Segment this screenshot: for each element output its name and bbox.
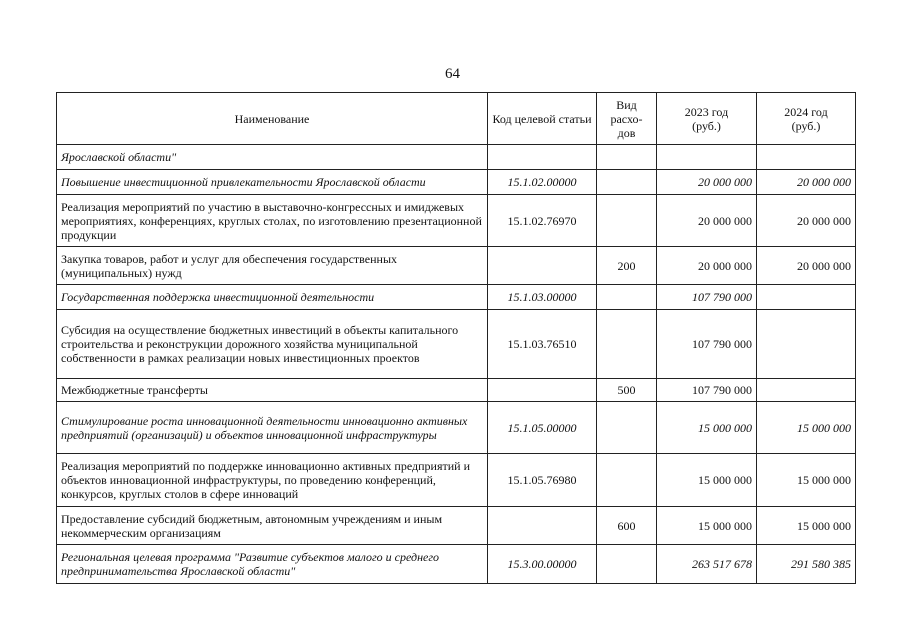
row-2023: 107 790 000 <box>657 310 757 379</box>
row-name: Субсидия на осуществление бюджетных инвестиций в объекты капитального строительства и реконструкции дорожного хозяйства муниципальной собственности в рамках реализации новых инвестиционных проектов <box>57 310 488 379</box>
table-row <box>57 507 856 545</box>
row-2023: 20 000 000 <box>657 170 757 195</box>
header-2023: 2023 год (руб.) <box>657 93 757 145</box>
row-name: Государственная поддержка инвестиционной деятельности <box>57 285 488 310</box>
row-name: Реализация мероприятий по участию в выставочно-конгрессных и имиджевых мероприятиях, конференциях, круглых столах, по изготовлению презентационной продукции <box>57 195 488 247</box>
table-row <box>57 379 856 402</box>
row-name: Закупка товаров, работ и услуг для обеспечения государственных (муниципальных) нужд <box>57 247 488 285</box>
header-name: Наименование <box>57 93 488 145</box>
row-code: 15.1.02.76970 <box>488 195 597 247</box>
row-code <box>488 507 597 545</box>
row-2023: 20 000 000 <box>657 247 757 285</box>
row-type <box>597 310 657 379</box>
row-2024: 20 000 000 <box>757 195 856 247</box>
row-2023: 263 517 678 <box>657 545 757 584</box>
table-row <box>57 545 856 584</box>
row-2023 <box>657 145 757 170</box>
table-row <box>57 310 856 379</box>
header-code: Код целевой статьи <box>488 93 597 145</box>
table-row <box>57 247 856 285</box>
table-row <box>57 402 856 454</box>
row-code <box>488 145 597 170</box>
table-header-row <box>57 93 856 145</box>
row-code: 15.3.00.00000 <box>488 545 597 584</box>
row-name: Предоставление субсидий бюджетным, автономным учреждениям и иным некоммерческим организациям <box>57 507 488 545</box>
row-type <box>597 454 657 507</box>
page-number: 64 <box>445 66 460 82</box>
header-type: Вид расхо-дов <box>597 93 657 145</box>
row-2023: 107 790 000 <box>657 285 757 310</box>
row-2024: 15 000 000 <box>757 507 856 545</box>
row-2023: 15 000 000 <box>657 402 757 454</box>
row-type <box>597 285 657 310</box>
table-row <box>57 454 856 507</box>
row-type: 200 <box>597 247 657 285</box>
row-2023: 15 000 000 <box>657 507 757 545</box>
row-name: Стимулирование роста инновационной деятельности инновационно активных предприятий (организаций) и объектов инновационной инфраструктуры <box>57 402 488 454</box>
row-code: 15.1.05.00000 <box>488 402 597 454</box>
row-code: 15.1.02.00000 <box>488 170 597 195</box>
row-2024 <box>757 145 856 170</box>
row-2024 <box>757 285 856 310</box>
row-2023: 15 000 000 <box>657 454 757 507</box>
row-code: 15.1.05.76980 <box>488 454 597 507</box>
row-name: Ярославской области" <box>57 145 488 170</box>
row-type <box>597 402 657 454</box>
table-row <box>57 145 856 170</box>
row-code: 15.1.03.76510 <box>488 310 597 379</box>
row-type <box>597 545 657 584</box>
row-2024 <box>757 379 856 402</box>
row-type <box>597 170 657 195</box>
row-2023: 20 000 000 <box>657 195 757 247</box>
row-name: Повышение инвестиционной привлекательности Ярославской области <box>57 170 488 195</box>
budget-table <box>56 92 856 584</box>
row-code <box>488 247 597 285</box>
row-name: Реализация мероприятий по поддержке инновационно активных предприятий и объектов инновационной инфраструктуры, по проведению конференций, конкурсов, круглых столов в сфере инноваций <box>57 454 488 507</box>
header-2024: 2024 год (руб.) <box>757 93 856 145</box>
row-2024 <box>757 310 856 379</box>
row-code: 15.1.03.00000 <box>488 285 597 310</box>
row-type: 600 <box>597 507 657 545</box>
table-row <box>57 195 856 247</box>
row-2024: 20 000 000 <box>757 247 856 285</box>
row-name: Межбюджетные трансферты <box>57 379 488 402</box>
row-2023: 107 790 000 <box>657 379 757 402</box>
row-2024: 291 580 385 <box>757 545 856 584</box>
row-type: 500 <box>597 379 657 402</box>
row-name: Региональная целевая программа "Развитие субъектов малого и среднего предпринимательства Ярославской области" <box>57 545 488 584</box>
row-2024: 15 000 000 <box>757 402 856 454</box>
row-type <box>597 195 657 247</box>
row-2024: 15 000 000 <box>757 454 856 507</box>
row-type <box>597 145 657 170</box>
row-2024: 20 000 000 <box>757 170 856 195</box>
table-row <box>57 170 856 195</box>
table-row <box>57 285 856 310</box>
row-code <box>488 379 597 402</box>
